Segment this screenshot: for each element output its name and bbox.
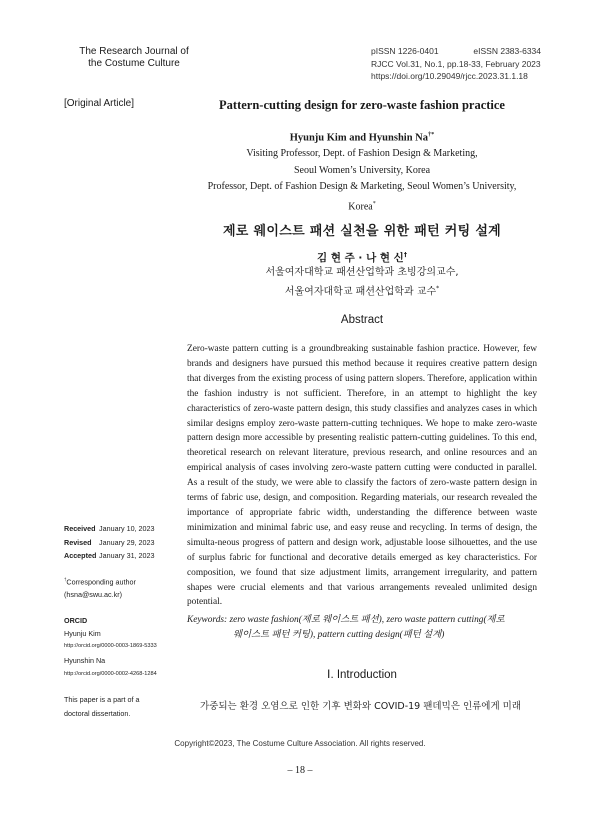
received-row	[64, 522, 174, 536]
abstract-heading: Abstract	[340, 314, 384, 326]
affiliation-en-line: Visiting Professor, Dept. of Fashion Design & Marketing,	[246, 148, 478, 159]
accepted-date: January 31, 2023	[99, 551, 155, 560]
affiliation-en-line: Korea*	[348, 200, 376, 212]
keywords	[187, 613, 537, 643]
journal-name-line1: The Research Journal of	[79, 46, 189, 57]
section-heading: Ⅰ. Introduction	[327, 669, 397, 681]
article-title: Pattern-cutting design for zero-waste fashion practice	[219, 98, 505, 112]
affiliation-korean-line: 서울여자대학교 패션산업학과 초빙강의교수,	[265, 267, 459, 278]
pissn: pISSN 1226-0401	[371, 46, 439, 56]
keywords-line2: 웨이스트 패턴 커팅), pattern cutting design(패턴 설계)	[233, 629, 445, 640]
authors-korean-names: 김 현 주 · 나 현 신	[317, 252, 404, 264]
corresponding-email[interactable]: (hsna@swu.ac.kr)	[64, 590, 123, 600]
revised-label: Revised	[64, 537, 92, 547]
intro-first-line: 가중되는 환경 오염으로 인한 기후 변화와 COVID-19 팬데믹은 인류에게 미래	[200, 701, 522, 712]
citation: RJCC Vol.31, No.1, pp.18-33, February 2023	[371, 58, 541, 69]
dissertation-note: This paper is a part of a doctoral dissertation.	[64, 695, 140, 718]
authors-korean	[187, 250, 537, 265]
corresponding-label: Corresponding author	[66, 576, 136, 586]
journal-name-line2: the Costume Culture	[88, 58, 180, 69]
authors-mark: †*	[428, 131, 435, 138]
authors-names: Hyunju Kim and Hyunshin Na	[289, 132, 428, 144]
corresponding-mark: †	[64, 576, 67, 582]
accepted-row	[64, 549, 174, 563]
revised-row	[64, 536, 174, 550]
affiliation-en-mark: *	[372, 200, 376, 207]
eissn: eISSN 2383-6334	[473, 46, 541, 56]
doi-link[interactable]: https://doi.org/10.29049/rjcc.2023.31.1.18	[371, 71, 528, 81]
authors	[187, 131, 537, 144]
orcid-heading: ORCID	[64, 615, 88, 625]
title-korean: 제로 웨이스트 패션 실천을 위한 패턴 커팅 설계	[222, 224, 502, 239]
revised-date: January 29, 2023	[99, 537, 155, 547]
orcid-link[interactable]: http://orcid.org/0000-0003-1869-5333	[64, 643, 157, 650]
abstract-body: Zero-waste pattern cutting is a groundbreaking sustainable fashion practice. However, few brands and designers have pursued this method because it requires creative pattern design that diverges from the existing process of using pattern slopers. Therefore, application within the fashion industry is not sufficient. Therefore, in an attempt to highlight the key characteristics of zero-waste pattern design, this study classifies and analyzes cases in which similar designs employ zero-waste pattern-cutting techniques. We hope to make zero-waste pattern design more accessible by presenting realistic pattern-cutting guidelines. To this end, theoretical research on relevant literature, previous research, and online resources and an empirical analysis of cases involving zero-waste pattern cutting were conducted in parallel. As a result of the study, we were able to classify the factors of zero-waste pattern design in terms of fabric use, design, and composition. Regarding materials, our research revealed the importance of appropriate fabric width, understanding the difference between waste minimization and minimal fabric use, and easy reuse and recycling. In terms of design, the simulta-neous progress of pattern and design work, adjustable loose silhouettes, and the use of surplus fabric for functional and decorative details emerged as key characteristics. For composition, we found that size adjustment limits, arrangement irregularity, and pattern shapes were crucial elements and that various arrangements revealed unlimited design potential.	[187, 344, 537, 608]
received-label: Received	[64, 524, 96, 533]
authors-korean-mark: †	[403, 251, 407, 259]
affiliation-korean-mark: *	[436, 285, 440, 292]
copyright: Copyright©2023, The Costume Culture Association. All rights reserved.	[174, 739, 426, 748]
affiliation-en-line: Professor, Dept. of Fashion Design & Marketing, Seoul Women’s University,	[207, 181, 517, 192]
affiliation-en	[187, 146, 537, 215]
sidebar	[64, 522, 174, 720]
article-type: [Original Article]	[64, 98, 135, 109]
page-number: – 18 –	[287, 765, 313, 776]
keywords-line1: Keywords: zero waste fashion(제로 웨이스트 패션), zero waste pattern cutting(제로	[187, 615, 505, 625]
orcid-block	[64, 614, 174, 681]
received-date: January 10, 2023	[99, 524, 155, 533]
publication-info	[371, 45, 541, 83]
orcid-name: Hyunju Kim	[64, 628, 101, 638]
corresponding-author	[64, 573, 174, 602]
article-dates	[64, 522, 174, 563]
orcid-link[interactable]: http://orcid.org/0000-0002-4268-1284	[64, 670, 157, 677]
journal-name	[64, 46, 204, 70]
affiliation-en-line: Seoul Women’s University, Korea	[293, 164, 431, 176]
affiliation-korean-line: 서울여자대학교 패션산업학과 교수*	[284, 285, 440, 298]
accepted-label: Accepted	[64, 551, 97, 560]
orcid-name: Hyunshin Na	[64, 656, 106, 666]
affiliation-korean	[187, 265, 537, 300]
